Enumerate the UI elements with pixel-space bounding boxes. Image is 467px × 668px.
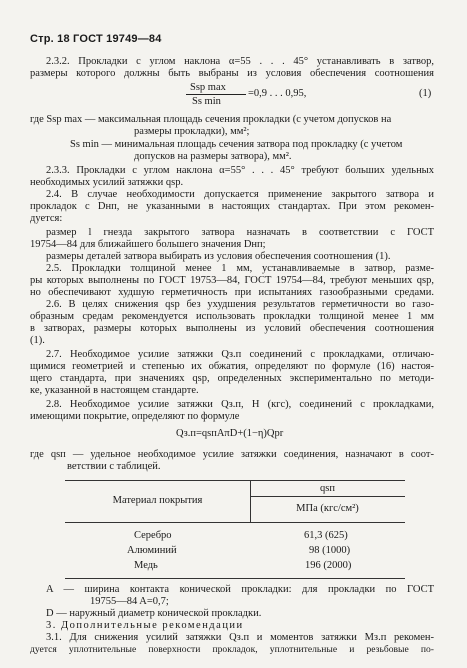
table-cell-material: Алюминий — [127, 545, 177, 556]
paragraph-line: ке, указанной в настоящем стандарте. — [30, 385, 199, 396]
definition-line: размеры прокладки), мм²; — [134, 126, 250, 137]
paragraph-line: 2.3.3. Прокладки с углом наклона α=55° . . . 45° требуют больших удельных — [46, 165, 434, 176]
table-header-rule — [65, 522, 405, 523]
paragraph-line: 2.7. Необходимое усилие затяжки Qз.п соединений с прокладками, отличаю- — [46, 349, 434, 360]
page-number — [30, 648, 31, 660]
paragraph-line: прокладок с Dнп, не указанными в настоящих стандартах. При этом рекомен- — [30, 201, 434, 212]
paragraph-line: 2.4. В случае необходимости допускается применение закрытого затвора и — [46, 189, 434, 200]
paragraph-line: размер l гнезда закрытого затвора назначать в соответствии с ГОСТ — [46, 227, 434, 238]
definition-line: D — наружный диаметр конической прокладки. — [46, 608, 262, 619]
paragraph-line: 19754—84 для ближайшего большего значения Dнп; — [30, 239, 266, 250]
definition-line: допусков на размеры затвора), мм². — [134, 151, 292, 162]
table-cell-value: 61,3 (625) — [304, 530, 348, 541]
paragraph-line: (1). — [30, 335, 45, 346]
definition-line: ветствии с таблицей. — [67, 461, 161, 472]
paragraph-line-hidden — [30, 656, 41, 668]
paragraph-line: 2.5. Прокладки толщиной менее 1 мм, устанавливаемые в затвор, разме- — [46, 263, 434, 274]
definition-line: S​s min — минимальная площадь сечения затвора под прокладку (с учетом — [70, 139, 403, 150]
paragraph-line: 3.1. Для снижения усилий затяжки Qз.п и моментов затяжки Mз.п рекомен- — [46, 632, 434, 643]
paragraph-line: ры которых выполнены по ГОСТ 19753—84, ГОСТ 19754—84, требуют меньших qsp, — [30, 275, 434, 286]
definition-line: A — ширина контакта конической прокладки: для прокладки по ГОСТ — [46, 584, 434, 595]
paragraph-line: имеющими покрытие, определяют по формуле — [30, 411, 240, 422]
definition-line: 19755—84 A=0,7; — [90, 596, 169, 607]
table-cell-value: 98 (1000) — [309, 545, 351, 556]
fraction-bar — [186, 94, 246, 95]
definition-line: где S​sp max — максимальная площадь сечения прокладки (с учетом допусков на — [30, 114, 392, 125]
table-header-unit: МПа (кгс/см²) — [296, 503, 359, 514]
paragraph-line: дуется: — [30, 213, 63, 224]
table-header-material: Материал покрытия — [112, 495, 203, 506]
formula1-numerator: S​sp max — [190, 82, 226, 93]
formula2: Qз.п=qsпAπD+(1−η)Qpr — [176, 428, 284, 439]
table-cell-material: Серебро — [134, 530, 172, 541]
paragraph-line: размеры которого должны быть выбраны из условия обеспечения соотношения — [30, 68, 434, 79]
formula1-denominator: S​s min — [192, 96, 221, 107]
paragraph-line: в затворах, размеры которых выполнены из условий обеспечения соотношения — [30, 323, 434, 334]
paragraph-line: дуется уплотнительные поверхности прокладок, уплотнительные и резьбовые по- — [30, 644, 434, 655]
paragraph-line: щего стандарта, при значениях qsp, определенных экспериментально по методи- — [30, 373, 434, 384]
paragraph-line: размеры деталей затвора выбирать из условия обеспечения соотношения (1). — [46, 251, 391, 262]
table-subheader-rule — [250, 496, 405, 497]
table-top-rule — [65, 480, 405, 481]
paragraph-line: необходимых усилий затяжки qsp. — [30, 177, 184, 188]
paragraph-line: образным средам рекомендуется использовать прокладки толщиной менее 1 мм — [30, 311, 434, 322]
paragraph-line: 2.8. Необходимое усилие затяжки Qз.п, Н (кгс), соединений с прокладками, — [46, 399, 434, 410]
definition-line: где qsп — удельное необходимое усилие затяжки соединения, назначают в соот- — [30, 449, 434, 460]
table-cell-value: 196 (2000) — [305, 560, 352, 571]
page-header: Стр. 18 ГОСТ 19749—84 — [30, 33, 162, 45]
table-header-qsp: qsп — [320, 483, 335, 494]
table-cell-material: Медь — [134, 560, 158, 571]
section-title: 3. Дополнительные рекомендации — [46, 620, 244, 631]
paragraph-line: но обеспечивают худшую герметичность при испытаниях газообразными средами. — [30, 287, 434, 298]
paragraph-line: 2.3.2. Прокладки с углом наклона α=55 . . . 45° устанавливать в затвор, — [46, 56, 434, 67]
paragraph-line: щимися геометрией и степенью их обжатия, определяют по формуле (16) настоя- — [30, 361, 434, 372]
formula1-number: (1) — [419, 88, 432, 99]
table-bottom-rule — [65, 578, 405, 579]
paragraph-line: 2.6. В целях снижения qsp без ухудшения результатов герметичности во газо- — [46, 299, 434, 310]
formula1-rhs: =0,9 . . . 0,95, — [248, 88, 307, 99]
